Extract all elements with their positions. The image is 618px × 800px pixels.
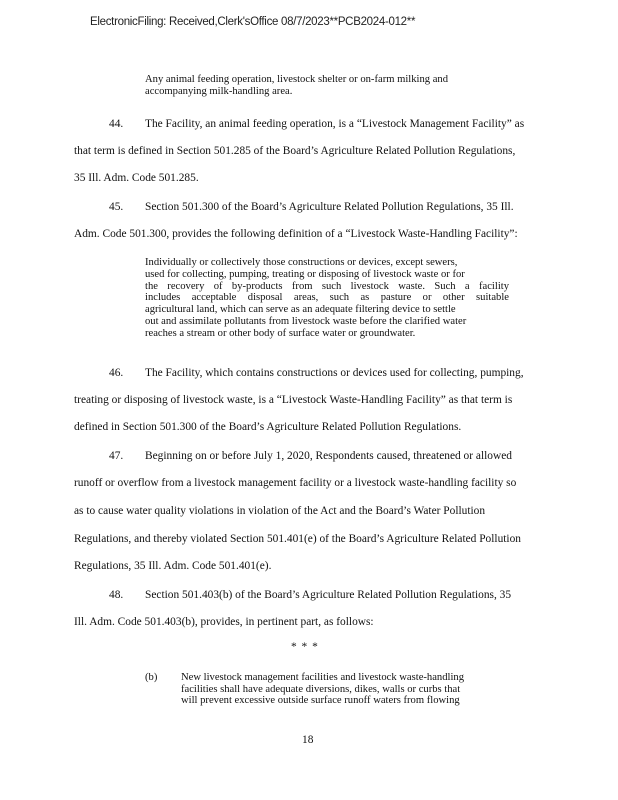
filing-stamp-header: ElectronicFiling: Received,Clerk'sOffice 08/7/2023**PCB2024-012**	[90, 16, 416, 28]
paragraph-number-48: 48.	[109, 589, 124, 601]
subsection-line: facilities shall have adequate diversions, dikes, walls or curbs that	[181, 683, 461, 695]
paragraph-45-line: Section 501.300 of the Board’s Agriculture Related Pollution Regulations, 35 Ill.	[145, 201, 514, 213]
quote-line: Any animal feeding operation, livestock shelter or on-farm milking and	[145, 74, 449, 85]
paragraph-number-46: 46.	[109, 367, 124, 379]
paragraph-46-line: treating or disposing of livestock waste, is a “Livestock Waste-Handling Facility” as that term is	[74, 394, 513, 406]
paragraph-number-44: 44.	[109, 118, 124, 130]
quote-line: agricultural land, which can serve as an adequate filtering device to settle	[145, 304, 456, 316]
paragraph-47-line: runoff or overflow from a livestock management facility or a livestock waste-handling facility so	[74, 477, 517, 489]
paragraph-number-47: 47.	[109, 450, 124, 462]
paragraph-47-line: Beginning on or before July 1, 2020, Respondents caused, threatened or allowed	[145, 450, 512, 462]
paragraph-47-line: as to cause water quality violations in violation of the Act and the Board’s Water Pollution	[74, 505, 486, 517]
quote-line: Individually or collectively those constructions or devices, except sewers,	[145, 257, 458, 268]
paragraph-48-line: Section 501.403(b) of the Board’s Agriculture Related Pollution Regulations, 35	[145, 589, 512, 601]
paragraph-44-line: that term is defined in Section 501.285 of the Board’s Agriculture Related Pollution Regulations,	[74, 145, 516, 157]
ellipsis-stars: * * *	[291, 641, 319, 653]
paragraph-48-line: Ill. Adm. Code 501.403(b), provides, in pertinent part, as follows:	[74, 616, 374, 628]
subsection-line: will prevent excessive outside surface runoff waters from flowing	[181, 695, 460, 707]
paragraph-47-line: Regulations, and thereby violated Section 501.401(e) of the Board’s Agriculture Related Pollution	[74, 533, 521, 545]
quote-line: the recovery of by-products from such livestock waste. Such a facility	[145, 280, 509, 292]
quote-line: out and assimilate pollutants from livestock waste before the clarified water	[145, 315, 467, 327]
quote-line: used for collecting, pumping, treating or disposing of livestock waste or for	[145, 268, 465, 280]
quote-line: reaches a stream or other body of surface water or groundwater.	[145, 327, 416, 339]
block-quote-definition	[145, 257, 509, 340]
page-number: 18	[302, 734, 314, 746]
paragraph-44-line: The Facility, an animal feeding operation, is a “Livestock Management Facility” as	[145, 118, 525, 130]
quote-line: includes acceptable disposal areas, such as pasture or other suitable	[145, 292, 509, 304]
quote-line: accompanying milk-handling area.	[145, 85, 293, 97]
subsection-label: (b)	[145, 672, 158, 683]
paragraph-44-line: 35 Ill. Adm. Code 501.285.	[74, 172, 199, 184]
paragraph-47-line: Regulations, 35 Ill. Adm. Code 501.401(e).	[74, 560, 272, 572]
subsection-text	[181, 672, 501, 707]
paragraph-number-45: 45.	[109, 201, 124, 213]
paragraph-46-line: The Facility, which contains constructions or devices used for collecting, pumping,	[145, 367, 524, 379]
paragraph-45-line: Adm. Code 501.300, provides the following definition of a “Livestock Waste-Handling Facility”:	[74, 228, 518, 240]
paragraph-46-line: defined in Section 501.300 of the Board’s Agriculture Related Pollution Regulations.	[74, 421, 462, 433]
subsection-line: New livestock management facilities and livestock waste-handling	[181, 672, 465, 683]
block-quote-top	[145, 74, 509, 98]
